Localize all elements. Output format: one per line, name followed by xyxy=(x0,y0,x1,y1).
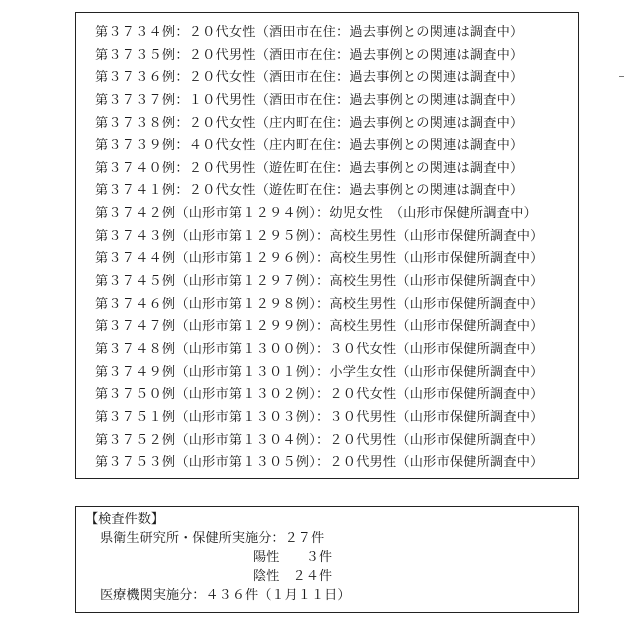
case-row: 第３７４３例（山形市第１２９５例）：高校生男性（山形市保健所調査中） xyxy=(95,228,544,244)
case-list-box xyxy=(75,12,579,479)
test-count-box xyxy=(75,506,579,613)
case-row: 第３７４１例：２０代女性（遊佐町在住：過去事例との関連は調査中） xyxy=(95,183,524,199)
medical-institution-test-count: 医療機関実施分：４３６件（１月１１日） xyxy=(100,588,351,603)
test-count-heading: 【検査件数】 xyxy=(85,512,165,527)
prefecture-test-count: 県衛生研究所・保健所実施分：２７件 xyxy=(100,531,325,546)
case-row: 第３７４６例（山形市第１２９８例）：高校生男性（山形市保健所調査中） xyxy=(95,296,544,312)
scan-mark xyxy=(619,76,624,77)
case-row: 第３７３７例：１０代男性（酒田市在住：過去事例との関連は調査中） xyxy=(95,92,524,108)
case-row: 第３７４０例：２０代男性（遊佐町在住：過去事例との関連は調査中） xyxy=(95,160,524,176)
case-row: 第３７４４例（山形市第１２９６例）：高校生男性（山形市保健所調査中） xyxy=(95,251,544,267)
case-row: 第３７３５例：２０代男性（酒田市在住：過去事例との関連は調査中） xyxy=(95,47,524,63)
case-row: 第３７３６例：２０代女性（酒田市在住：過去事例との関連は調査中） xyxy=(95,70,524,86)
case-row: 第３７４８例（山形市第１３００例）：３０代女性（山形市保健所調査中） xyxy=(95,341,544,357)
case-row: 第３７４５例（山形市第１２９７例）：高校生男性（山形市保健所調査中） xyxy=(95,274,544,290)
case-row: 第３７５１例（山形市第１３０３例）：３０代男性（山形市保健所調査中） xyxy=(95,409,544,425)
case-row: 第３７５３例（山形市第１３０５例）：２０代男性（山形市保健所調査中） xyxy=(95,455,544,471)
case-list xyxy=(95,22,544,475)
positive-count: 陽性 ３件 xyxy=(253,550,333,565)
case-row: 第３７３９例：４０代女性（庄内町在住：過去事例との関連は調査中） xyxy=(95,138,524,154)
negative-count: 陰性 ２４件 xyxy=(253,569,333,584)
case-row: 第３７５２例（山形市第１３０４例）：２０代男性（山形市保健所調査中） xyxy=(95,432,544,448)
case-row: 第３７３８例：２０代女性（庄内町在住：過去事例との関連は調査中） xyxy=(95,115,524,131)
case-row: 第３７４９例（山形市第１３０１例）：小学生女性（山形市保健所調査中） xyxy=(95,364,544,380)
case-row: 第３７３４例：２０代女性（酒田市在住：過去事例との関連は調査中） xyxy=(95,25,524,40)
case-row: 第３７５０例（山形市第１３０２例）：２０代女性（山形市保健所調査中） xyxy=(95,387,544,403)
case-row: 第３７４２例（山形市第１２９４例）：幼児女性 （山形市保健所調査中） xyxy=(95,206,537,222)
case-row: 第３７４７例（山形市第１２９９例）：高校生男性（山形市保健所調査中） xyxy=(95,319,544,335)
